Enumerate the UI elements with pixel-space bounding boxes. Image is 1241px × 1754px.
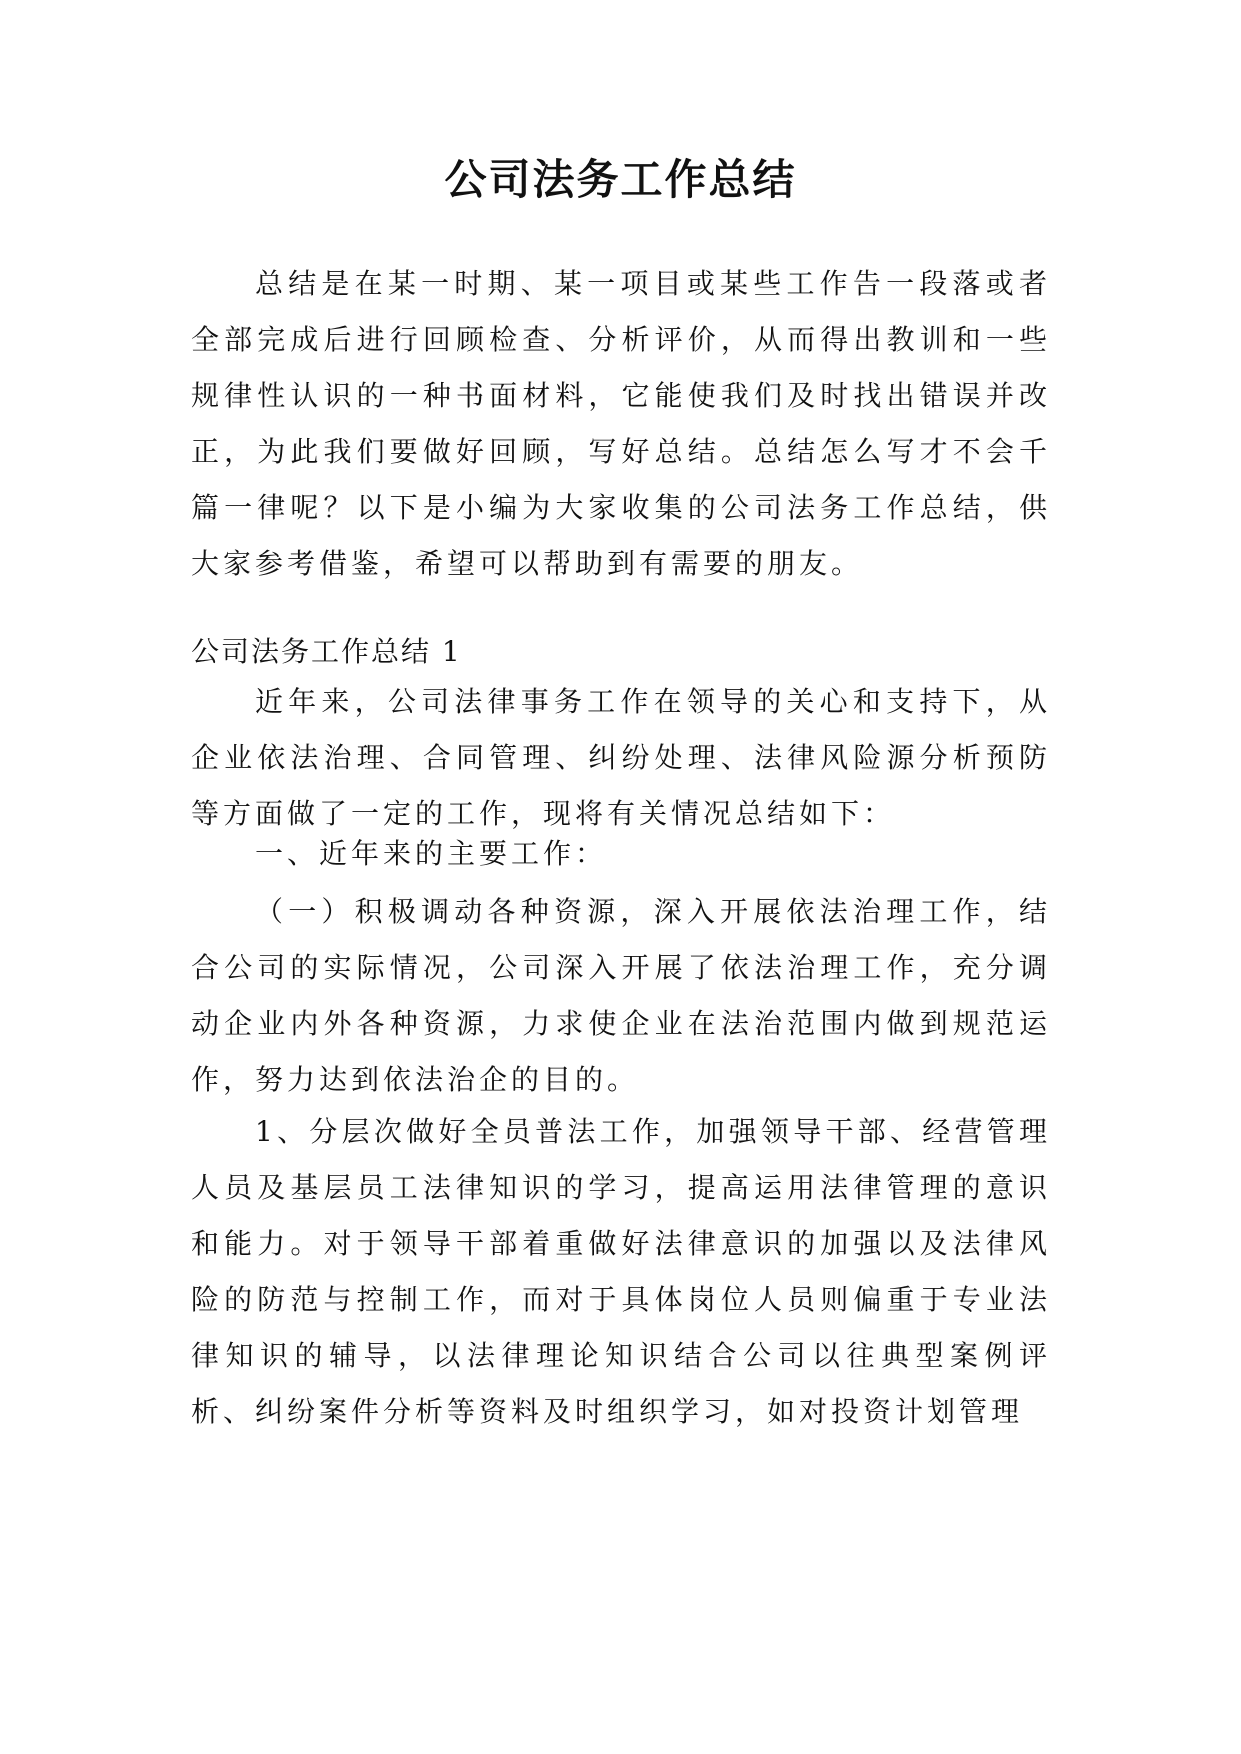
section-paragraph-2: 一、近年来的主要工作： bbox=[255, 837, 608, 870]
section-paragraph-4: 1、分层次做好全员普法工作，加强领导干部、经营管理人员及基层员工法律知识的学习，提高运用法律管理的意识和能力。对于领导干部着重做好法律意识的加强以及法律风险的防范与控制工作，而对于具体岗位人员则偏重于专业法律知识的辅导，以法律理论知识结合公司以往典型案例评析、纠纷案件分析等资料及时组织学习，如对投资计划管理 bbox=[191, 1115, 1051, 1428]
document-title: 公司法务工作总结 bbox=[444, 155, 797, 204]
section-heading: 公司法务工作总结 1 bbox=[191, 635, 462, 668]
section-paragraph-1: 近年来，公司法律事务工作在领导的关心和支持下，从企业依法治理、合同管理、纠纷处理、法律风险源分析预防等方面做了一定的工作，现将有关情况总结如下： bbox=[191, 685, 1051, 830]
section-paragraph-3: （一）积极调动各种资源，深入开展依法治理工作，结合公司的实际情况，公司深入开展了依法治理工作，充分调动企业内外各种资源，力求使企业在法治范围内做到规范运作，努力达到依法治企的目的。 bbox=[191, 895, 1051, 1096]
intro-paragraph: 总结是在某一时期、某一项目或某些工作告一段落或者全部完成后进行回顾检查、分析评价，从而得出教训和一些规律性认识的一种书面材料，它能使我们及时找出错误并改正，为此我们要做好回顾，写好总结。总结怎么写才不会千篇一律呢？以下是小编为大家收集的公司法务工作总结，供大家参考借鉴，希望可以帮助到有需要的朋友。 bbox=[191, 267, 1051, 580]
